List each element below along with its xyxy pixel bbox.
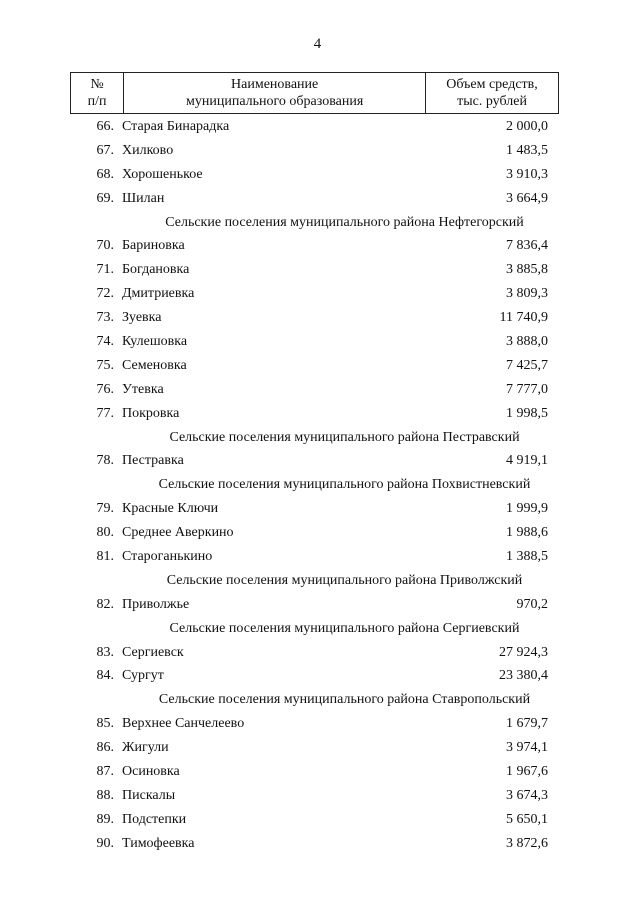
row-value: 1 967,6 <box>506 764 548 780</box>
header-cell-number <box>71 73 124 114</box>
row-name: Осиновка <box>122 764 180 780</box>
row-number: 82. <box>96 596 114 612</box>
row-number: 90. <box>96 835 114 851</box>
row-name: Красные Ключи <box>122 501 219 517</box>
row-value: 1 988,6 <box>506 525 548 541</box>
row-number: 84. <box>96 668 114 684</box>
row-number: 81. <box>96 549 114 565</box>
row-number: 79. <box>96 501 114 517</box>
table-row <box>70 234 559 258</box>
table-row <box>70 378 559 402</box>
section-heading: Сельские поселения муниципального района Ставропольский <box>158 692 531 708</box>
row-value: 3 910,3 <box>506 166 548 182</box>
row-value: 1 999,9 <box>506 501 548 517</box>
header-cell-volume <box>426 73 559 114</box>
row-value: 4 919,1 <box>506 453 548 469</box>
table-row <box>70 593 559 617</box>
row-name: Кулешовка <box>122 334 188 350</box>
row-name: Староганькино <box>122 549 213 565</box>
row-value: 1 998,5 <box>506 405 548 421</box>
table-row <box>70 664 559 688</box>
row-number: 72. <box>96 286 114 302</box>
row-name: Богдановка <box>122 262 190 278</box>
row-number: 77. <box>96 405 114 421</box>
table-row <box>70 736 559 760</box>
header-name-line2: муниципального образования <box>186 94 364 109</box>
table-row <box>70 449 559 473</box>
table-row <box>70 282 559 306</box>
row-number: 69. <box>96 190 114 206</box>
row-value: 27 924,3 <box>499 644 548 660</box>
page-number: 4 <box>313 36 322 52</box>
table-row <box>70 330 559 354</box>
row-value: 11 740,9 <box>499 310 548 326</box>
table-row <box>70 641 559 665</box>
row-number: 66. <box>96 119 114 134</box>
header-name-line1: Наименование <box>231 77 319 92</box>
header-volume-line1: Объем средств, <box>446 77 538 92</box>
table-header <box>70 72 559 114</box>
section-heading: Сельские поселения муниципального района Приволжский <box>166 572 523 588</box>
row-number: 85. <box>96 716 114 732</box>
row-value: 3 885,8 <box>506 262 548 278</box>
row-number: 75. <box>96 357 114 373</box>
row-name: Дмитриевка <box>122 286 195 302</box>
row-number: 73. <box>96 310 114 326</box>
row-value: 3 872,6 <box>506 835 548 851</box>
row-name: Семеновка <box>122 357 187 373</box>
table-row <box>70 139 559 163</box>
row-value: 7 836,4 <box>506 238 548 254</box>
row-value: 970,2 <box>516 596 548 612</box>
row-name: Хилково <box>122 142 174 158</box>
row-name: Покровка <box>122 405 180 421</box>
row-name: Бариновка <box>122 238 185 254</box>
table-row <box>70 187 559 211</box>
row-number: 68. <box>96 166 114 182</box>
row-value: 7 777,0 <box>506 381 548 397</box>
row-value: 3 674,3 <box>506 787 548 803</box>
row-number: 70. <box>96 238 114 254</box>
section-heading: Сельские поселения муниципального района Пестравский <box>169 429 520 445</box>
table-row <box>70 402 559 426</box>
table-row <box>70 306 559 330</box>
row-name: Тимофеевка <box>122 835 195 851</box>
table-row <box>70 808 559 832</box>
row-value: 3 664,9 <box>506 190 548 206</box>
row-name: Жигули <box>122 740 169 756</box>
row-name: Среднее Аверкино <box>122 525 234 541</box>
row-name: Шилан <box>122 190 165 206</box>
row-number: 80. <box>96 525 114 541</box>
row-number: 78. <box>96 453 114 469</box>
row-number: 67. <box>96 142 114 158</box>
header-volume-line2: тыс. рублей <box>457 94 527 109</box>
section-heading: Сельские поселения муниципального района Сергиевский <box>169 620 520 636</box>
row-name: Пестравка <box>122 453 184 469</box>
table-row <box>70 760 559 784</box>
row-name: Верхнее Санчелеево <box>122 716 245 732</box>
table-row <box>70 521 559 545</box>
table-body <box>70 115 559 856</box>
section-heading: Сельские поселения муниципального района Нефтегорский <box>165 214 524 230</box>
row-value: 23 380,4 <box>499 668 548 684</box>
table-row <box>70 784 559 808</box>
row-number: 74. <box>96 334 114 350</box>
header-number-line1: № <box>90 77 104 92</box>
row-name: Хорошенькое <box>122 166 203 182</box>
row-value: 3 888,0 <box>506 334 548 350</box>
row-number: 89. <box>96 811 114 827</box>
row-name: Подстепки <box>122 811 187 827</box>
row-value: 3 974,1 <box>506 740 548 756</box>
table-row <box>70 163 559 187</box>
row-number: 88. <box>96 787 114 803</box>
table-row <box>70 497 559 521</box>
row-value: 1 679,7 <box>506 716 548 732</box>
row-value: 5 650,1 <box>506 811 548 827</box>
header-number-line2: п/п <box>87 94 107 109</box>
table-row <box>70 258 559 282</box>
row-number: 76. <box>96 381 114 397</box>
row-value: 3 809,3 <box>506 286 548 302</box>
row-number: 87. <box>96 764 114 780</box>
row-name: Утевка <box>122 381 164 397</box>
header-cell-name <box>124 73 426 114</box>
row-name: Зуевка <box>122 310 162 326</box>
row-number: 86. <box>96 740 114 756</box>
row-value: 1 483,5 <box>506 142 548 158</box>
table-row <box>70 115 559 139</box>
row-number: 71. <box>96 262 114 278</box>
row-number: 83. <box>96 644 114 660</box>
row-name: Приволжье <box>122 596 190 612</box>
row-name: Сургут <box>122 668 164 684</box>
table-row <box>70 832 559 856</box>
table-row <box>70 354 559 378</box>
section-heading: Сельские поселения муниципального района Похвистневский <box>158 477 531 493</box>
row-value: 7 425,7 <box>506 357 548 373</box>
row-name: Сергиевск <box>122 644 184 660</box>
row-value: 1 388,5 <box>506 549 548 565</box>
row-name: Пискалы <box>122 787 176 803</box>
row-value: 2 000,0 <box>506 119 548 134</box>
table-row <box>70 712 559 736</box>
row-name: Старая Бинарадка <box>122 119 230 134</box>
table-row <box>70 545 559 569</box>
